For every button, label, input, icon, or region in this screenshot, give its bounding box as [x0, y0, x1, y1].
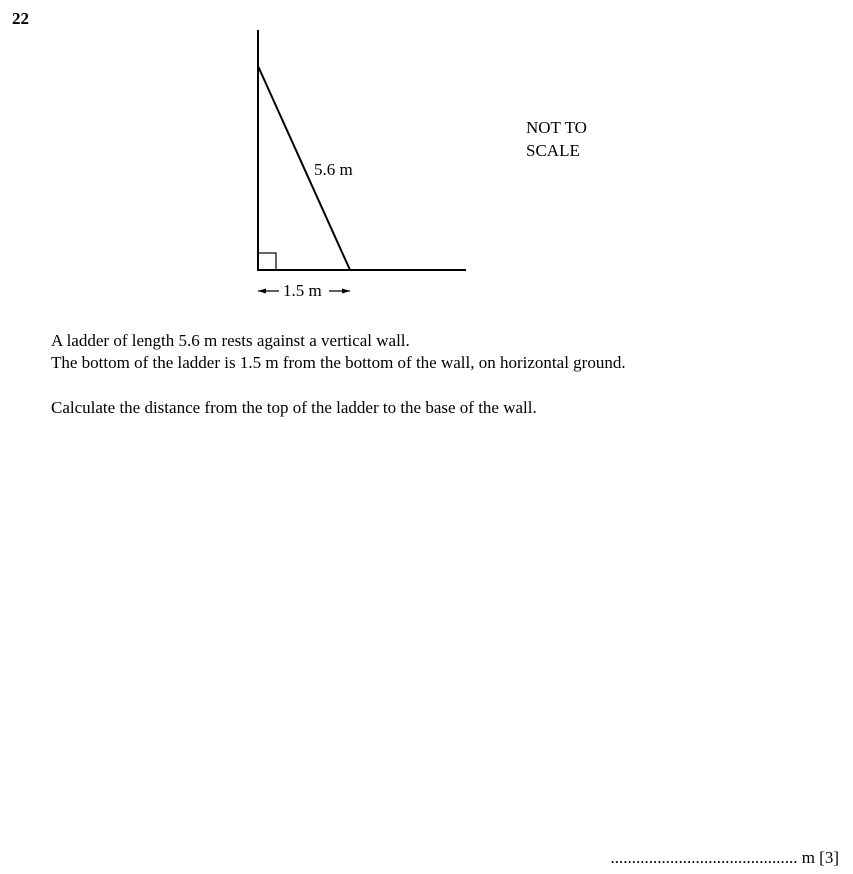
question-number: 22: [12, 9, 29, 28]
marks-badge: [3]: [819, 848, 839, 867]
question-stem: [51, 330, 626, 374]
right-angle-marker: [258, 253, 276, 270]
answer-line: [610, 847, 839, 869]
scale-note-line1: NOT TO: [526, 118, 587, 137]
stem-line2: The bottom of the ladder is 1.5 m from the bottom of the wall, on horizontal ground.: [51, 353, 626, 372]
question-instruction: Calculate the distance from the top of the ladder to the base of the wall.: [51, 398, 537, 417]
scale-note-line2: SCALE: [526, 141, 580, 160]
answer-dots: ............................................: [610, 848, 798, 867]
stem-line1: A ladder of length 5.6 m rests against a vertical wall.: [51, 331, 410, 350]
base-label: 1.5 m: [283, 281, 322, 300]
not-to-scale-note: [526, 116, 587, 162]
answer-unit: m: [801, 848, 815, 867]
ladder-diagram: [0, 0, 853, 310]
base-arrowhead-right: [342, 289, 350, 294]
hypotenuse-label: 5.6 m: [314, 160, 353, 179]
base-arrowhead-left: [258, 289, 266, 294]
